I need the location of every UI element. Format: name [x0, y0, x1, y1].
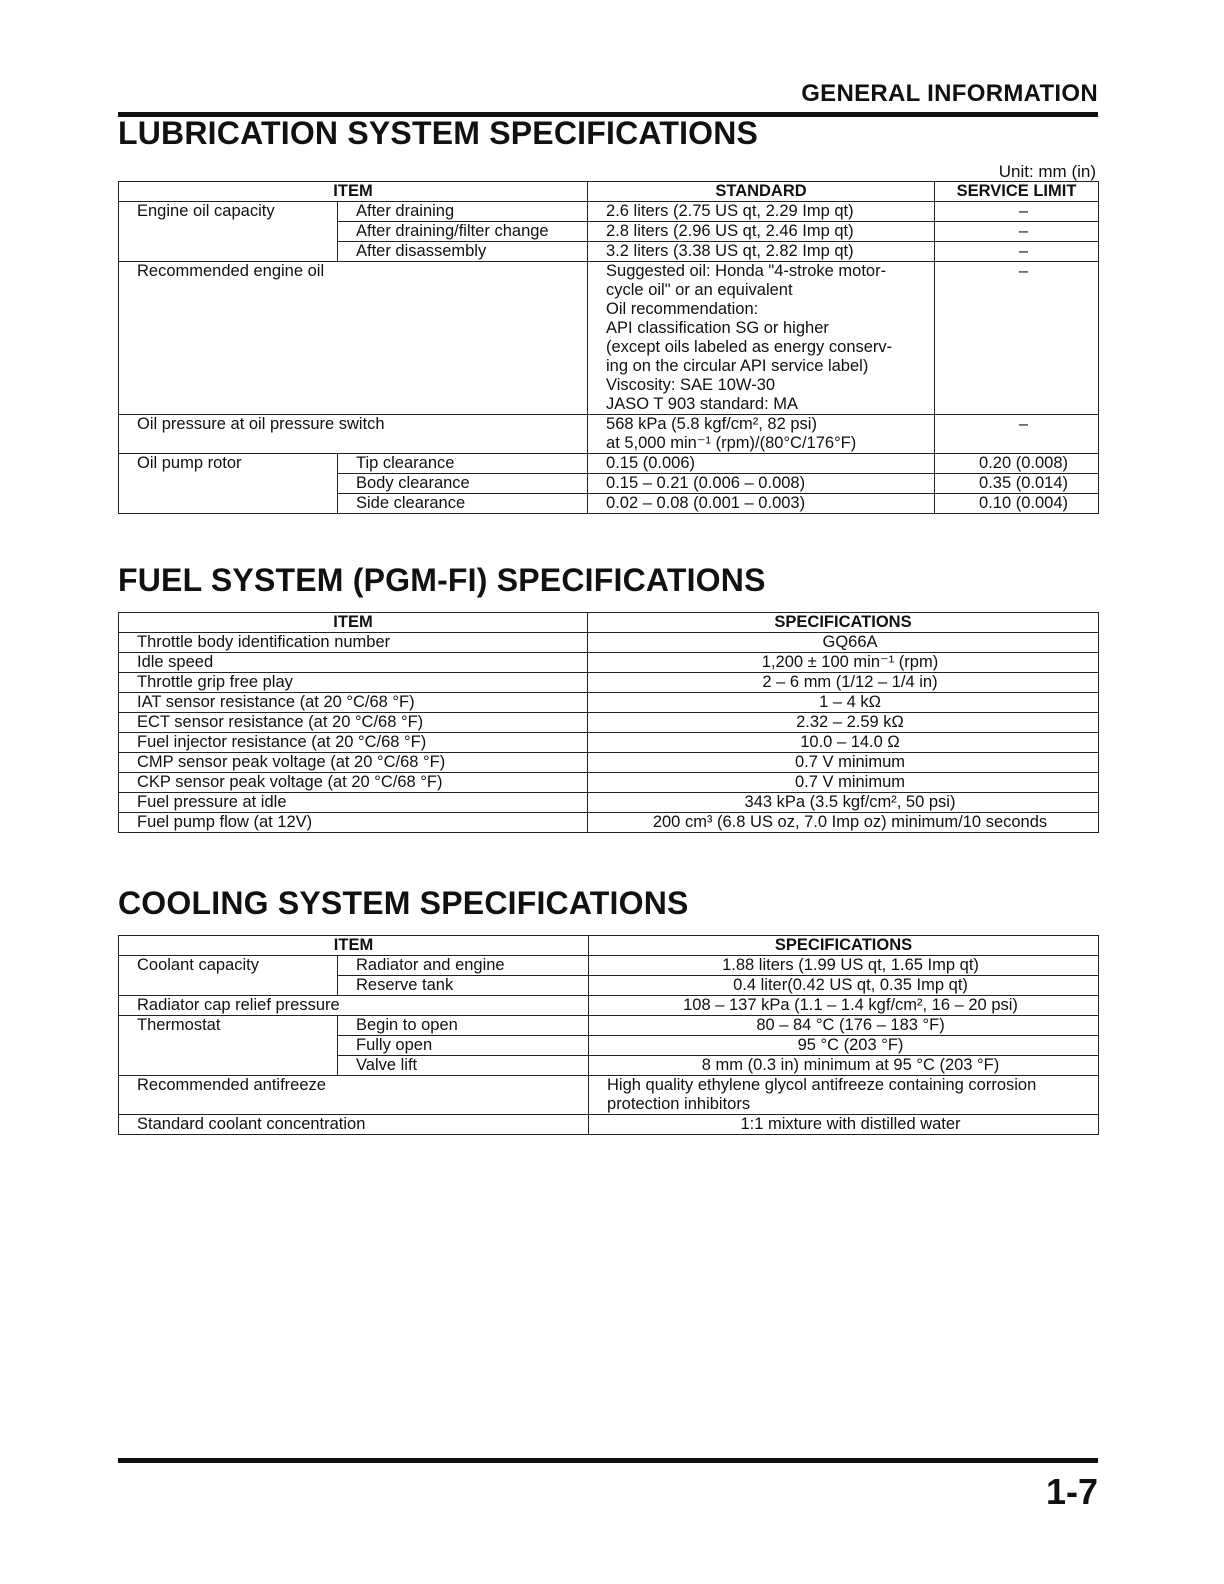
spec-value: GQ66A: [588, 633, 1099, 653]
sub-item: Tip clearance: [338, 454, 588, 474]
table-row: [119, 633, 1099, 653]
standard-value: [588, 415, 935, 454]
spec-value: 10.0 – 14.0 Ω: [588, 733, 1099, 753]
header-title: GENERAL INFORMATION: [801, 80, 1098, 107]
antifreeze-line: protection inhibitors: [607, 1095, 751, 1113]
header-item: ITEM: [119, 936, 589, 956]
header-item: ITEM: [119, 182, 588, 202]
spec-value: 1:1 mixture with distilled water: [589, 1115, 1099, 1135]
standard-value: 3.2 liters (3.38 US qt, 2.82 Imp qt): [588, 242, 935, 262]
oil-line: Suggested oil: Honda "4-stroke motor-: [606, 262, 887, 280]
page-number: 1-7: [1045, 1471, 1098, 1512]
table-row: [119, 733, 1099, 753]
item-label: IAT sensor resistance (at 20 °C/68 °F): [119, 693, 588, 713]
header-standard: STANDARD: [588, 182, 935, 202]
item-label: Fuel pressure at idle: [119, 793, 588, 813]
item-label: Radiator cap relief pressure: [119, 996, 589, 1016]
sub-item: Body clearance: [338, 474, 588, 494]
table-row: [119, 773, 1099, 793]
spec-value: 343 kPa (3.5 kgf/cm², 50 psi): [588, 793, 1099, 813]
item-label: Fuel pump flow (at 12V): [119, 813, 588, 833]
table-row: [119, 813, 1099, 833]
item-label: CMP sensor peak voltage (at 20 °C/68 °F): [119, 753, 588, 773]
table-row: [119, 1115, 1099, 1135]
table-header-row: [119, 936, 1099, 956]
pressure-line: at 5,000 min⁻¹ (rpm)/(80°C/176°F): [606, 434, 857, 452]
item-label: Oil pressure at oil pressure switch: [119, 415, 588, 454]
item-label: Oil pump rotor: [119, 454, 338, 514]
item-label: Recommended engine oil: [119, 262, 588, 415]
sub-item: Radiator and engine: [338, 956, 589, 976]
spec-value: 0.7 V minimum: [588, 753, 1099, 773]
limit-value: 0.35 (0.014): [935, 474, 1099, 494]
table-row: [119, 793, 1099, 813]
header-service-limit: SERVICE LIMIT: [935, 182, 1099, 202]
header-specifications: SPECIFICATIONS: [589, 936, 1099, 956]
table-row: [119, 713, 1099, 733]
oil-line: (except oils labeled as energy conserv-: [606, 338, 893, 356]
table-row: [119, 415, 1099, 454]
table-row: [119, 653, 1099, 673]
item-label: Throttle grip free play: [119, 673, 588, 693]
spec-value: 95 °C (203 °F): [589, 1036, 1099, 1056]
table-header-row: [119, 613, 1099, 633]
table-row: [119, 202, 1099, 222]
page-header: [118, 80, 1098, 117]
spec-value: 1,200 ± 100 min⁻¹ (rpm): [588, 653, 1099, 673]
standard-value: 2.8 liters (2.96 US qt, 2.46 Imp qt): [588, 222, 935, 242]
oil-line: cycle oil" or an equivalent: [606, 281, 793, 299]
sub-item: After draining: [338, 202, 588, 222]
table-row: [119, 673, 1099, 693]
header-specifications: SPECIFICATIONS: [588, 613, 1099, 633]
oil-line: Viscosity: SAE 10W-30: [606, 376, 776, 394]
sub-item: Begin to open: [338, 1016, 589, 1036]
item-label: Recommended antifreeze: [119, 1076, 589, 1115]
item-label: Fuel injector resistance (at 20 °C/68 °F): [119, 733, 588, 753]
fuel-table: [118, 612, 1099, 833]
antifreeze-line: High quality ethylene glycol antifreeze containing corrosion: [607, 1076, 1037, 1094]
oil-line: ing on the circular API service label): [606, 357, 869, 375]
item-label: Engine oil capacity: [119, 202, 338, 262]
item-label: Throttle body identification number: [119, 633, 588, 653]
standard-value: 2.6 liters (2.75 US qt, 2.29 Imp qt): [588, 202, 935, 222]
unit-label: Unit: mm (in): [998, 162, 1096, 181]
oil-line: JASO T 903 standard: MA: [606, 395, 799, 413]
item-label: ECT sensor resistance (at 20 °C/68 °F): [119, 713, 588, 733]
standard-value: [588, 262, 935, 415]
spec-value: 80 – 84 °C (176 – 183 °F): [589, 1016, 1099, 1036]
limit-value: 0.10 (0.004): [935, 494, 1099, 514]
spec-value: 8 mm (0.3 in) minimum at 95 °C (203 °F): [589, 1056, 1099, 1076]
standard-value: 0.15 – 0.21 (0.006 – 0.008): [588, 474, 935, 494]
table-row: [119, 262, 1099, 415]
limit-value: 0.20 (0.008): [935, 454, 1099, 474]
table-row: [119, 996, 1099, 1016]
table-row: [119, 753, 1099, 773]
item-label: CKP sensor peak voltage (at 20 °C/68 °F): [119, 773, 588, 793]
item-label: Thermostat: [119, 1016, 338, 1076]
cooling-title: COOLING SYSTEM SPECIFICATIONS: [118, 885, 689, 921]
spec-value: 108 – 137 kPa (1.1 – 1.4 kgf/cm², 16 – 20 psi): [589, 996, 1099, 1016]
page-footer: [118, 1458, 1098, 1513]
sub-item: Valve lift: [338, 1056, 589, 1076]
table-row: [119, 1016, 1099, 1036]
table-row: [119, 956, 1099, 976]
sub-item: Side clearance: [338, 494, 588, 514]
item-label: Coolant capacity: [119, 956, 338, 996]
limit-value: –: [935, 415, 1099, 454]
limit-value: –: [935, 242, 1099, 262]
sub-item: Reserve tank: [338, 976, 589, 996]
footer-rule: [118, 1458, 1098, 1463]
oil-line: Oil recommendation:: [606, 300, 759, 318]
table-header-row: [119, 182, 1099, 202]
spec-value: 1.88 liters (1.99 US qt, 1.65 Imp qt): [589, 956, 1099, 976]
lubrication-title: LUBRICATION SYSTEM SPECIFICATIONS: [118, 115, 759, 151]
standard-value: 0.15 (0.006): [588, 454, 935, 474]
limit-value: –: [935, 262, 1099, 415]
header-item: ITEM: [119, 613, 588, 633]
spec-value: 0.4 liter(0.42 US qt, 0.35 Imp qt): [589, 976, 1099, 996]
sub-item: After draining/filter change: [338, 222, 588, 242]
table-row: [119, 1076, 1099, 1115]
limit-value: –: [935, 222, 1099, 242]
sub-item: Fully open: [338, 1036, 589, 1056]
standard-value: 0.02 – 0.08 (0.001 – 0.003): [588, 494, 935, 514]
table-row: [119, 693, 1099, 713]
item-label: Standard coolant concentration: [119, 1115, 589, 1135]
spec-value: 0.7 V minimum: [588, 773, 1099, 793]
spec-value: 200 cm³ (6.8 US oz, 7.0 Imp oz) minimum/10 seconds: [588, 813, 1099, 833]
cooling-table: [118, 935, 1099, 1135]
spec-value: [589, 1076, 1099, 1115]
oil-line: API classification SG or higher: [606, 319, 829, 337]
lubrication-table: [118, 181, 1099, 514]
pressure-line: 568 kPa (5.8 kgf/cm², 82 psi): [606, 415, 817, 433]
spec-value: 1 – 4 kΩ: [588, 693, 1099, 713]
table-row: [119, 454, 1099, 474]
spec-value: 2 – 6 mm (1/12 – 1/4 in): [588, 673, 1099, 693]
sub-item: After disassembly: [338, 242, 588, 262]
item-label: Idle speed: [119, 653, 588, 673]
limit-value: –: [935, 202, 1099, 222]
fuel-title: FUEL SYSTEM (PGM-FI) SPECIFICATIONS: [118, 562, 766, 598]
spec-value: 2.32 – 2.59 kΩ: [588, 713, 1099, 733]
